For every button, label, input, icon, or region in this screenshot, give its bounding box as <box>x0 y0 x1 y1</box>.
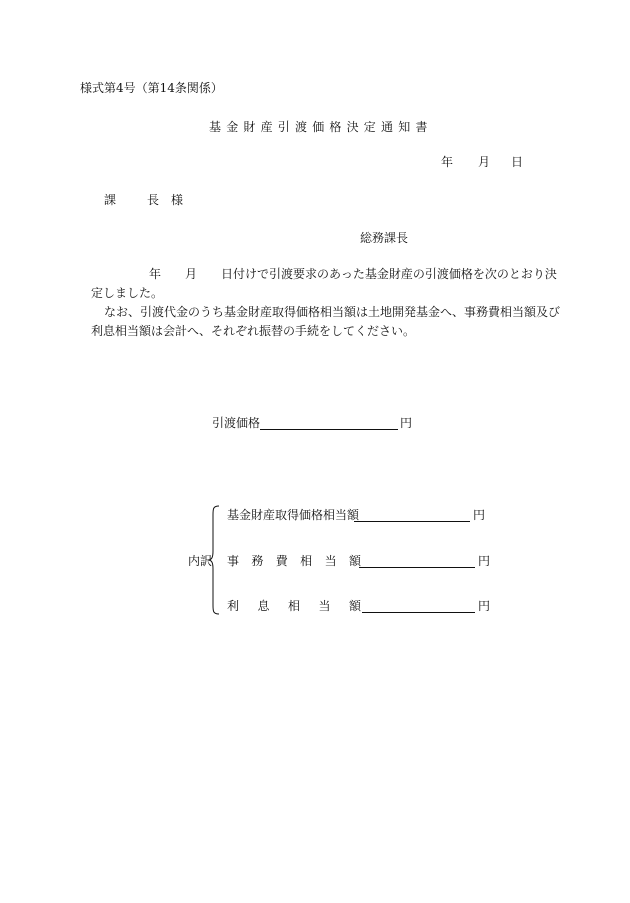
breakdown-row-interest-char: 利 <box>227 599 240 613</box>
breakdown-row-admin-char: 相 <box>300 554 313 568</box>
breakdown-row-admin-char: 額 <box>348 554 361 568</box>
date-month-label: 月 <box>478 155 491 169</box>
breakdown-row-acquisition-line <box>354 521 470 522</box>
sender-name: 総務課長 <box>360 231 409 245</box>
breakdown-row-acquisition-unit: 円 <box>473 508 486 522</box>
breakdown-row-admin-char: 当 <box>324 554 337 568</box>
recipient-title: 長 <box>147 193 160 207</box>
breakdown-row-interest-unit: 円 <box>478 599 491 613</box>
breakdown-row-admin-char: 事 <box>227 554 240 568</box>
curly-brace-icon <box>207 505 221 615</box>
breakdown-row-admin-unit: 円 <box>478 554 491 568</box>
recipient-honorific: 様 <box>171 193 184 207</box>
price-blank-line <box>260 429 398 430</box>
body-line-3: なお、引渡代金のうち基金財産取得価格相当額は土地開発基金へ、事務費相当額及び <box>104 305 561 319</box>
breakdown-row-acquisition-label: 基金財産取得価格相当額 <box>227 508 360 522</box>
breakdown-row-admin-line <box>359 567 475 568</box>
breakdown-row-interest-char: 当 <box>318 599 331 613</box>
body-year-label: 年 <box>149 267 162 281</box>
form-number: 様式第4号（第14条関係） <box>80 81 223 95</box>
date-year-label: 年 <box>441 155 454 169</box>
breakdown-row-interest-char: 額 <box>348 599 361 613</box>
breakdown-row-interest-char: 相 <box>287 599 300 613</box>
body-line-2: 定しました。 <box>91 286 164 300</box>
price-unit: 円 <box>400 416 413 430</box>
breakdown-label: 内訳 <box>188 554 213 568</box>
breakdown-row-interest-line <box>362 612 475 613</box>
document-title: 基金財産引渡価格決定通知書 <box>209 120 433 134</box>
body-month-label: 月 <box>185 267 198 281</box>
body-line-1: 日付けで引渡要求のあった基金財産の引渡価格を次のとおり決 <box>221 267 557 281</box>
breakdown-row-interest-label <box>227 600 361 612</box>
breakdown-row-admin-char: 費 <box>275 554 288 568</box>
price-label: 引渡価格 <box>212 416 261 430</box>
body-line-4: 利息相当額は会計へ、それぞれ振替の手続をしてください。 <box>91 324 416 338</box>
recipient-section: 課 <box>104 193 117 207</box>
breakdown-row-interest-char: 息 <box>257 599 270 613</box>
breakdown-row-admin-label <box>227 555 361 567</box>
date-day-label: 日 <box>511 155 524 169</box>
breakdown-row-admin-char: 務 <box>251 554 264 568</box>
